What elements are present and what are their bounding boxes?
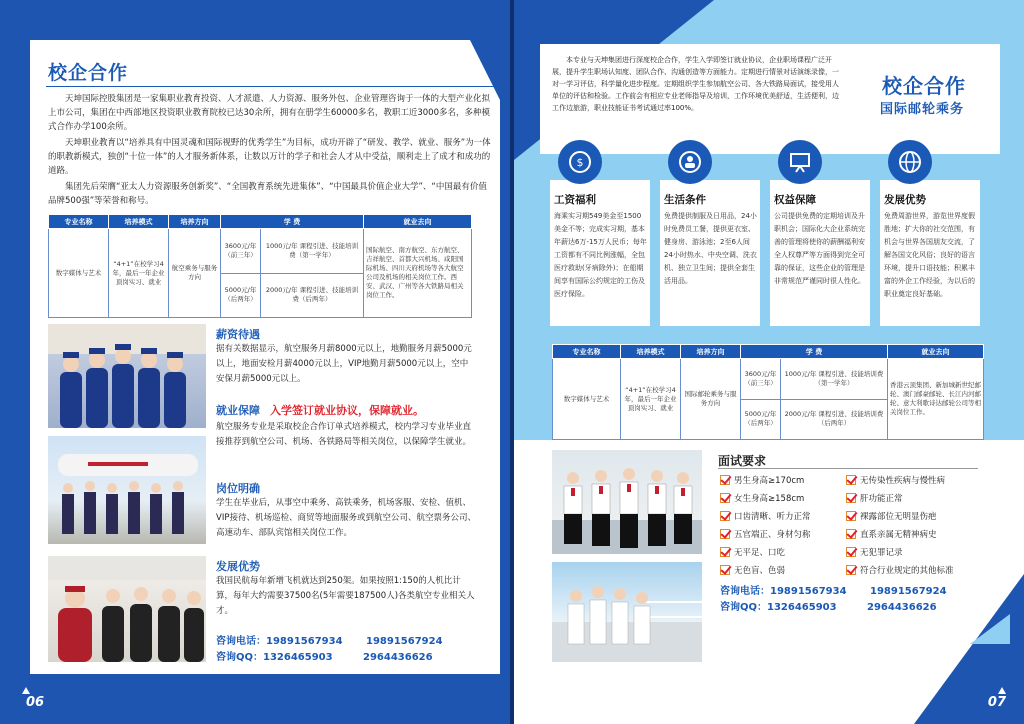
requirement-text: 符合行业规定的其他标准 [860,566,954,576]
title-rule [46,86,494,87]
section-body-guarantee: 航空服务专业是采取校企合作订单式培养模式，校内学习专业毕业直接推荐到航空公司、机场、各铁路局等相关岗位，以保障学生就业。 [216,422,472,447]
contact-block-left [216,634,443,666]
requirement-text: 男生身高≥170cm [734,476,805,486]
card-title: 工资福利 [554,194,596,206]
corner-accent [970,614,1010,644]
phone-label: 咨询电话： [216,636,266,647]
flight-attendants-photo-2 [48,436,206,544]
arrow-up-icon [22,687,30,694]
phone-1: 19891567934 [770,586,847,597]
checkbox-icon [720,529,730,539]
cell-direction: 国际邮轮乘务与服务方向 [681,359,741,440]
card-body: 公司提供免费的定期培训及升职机会；国际化大企业系统完善的管理将使你的薪酬福利安全人权尊严等方面得到完全可靠的保证，这些企业的管理是非常规范严谨同时很人性化。 [774,212,865,285]
header-mode: 培养模式 [621,345,681,359]
requirement-item [720,510,811,522]
checkbox-icon [846,511,856,521]
card-title: 生活条件 [664,194,706,206]
program-table-left [48,214,472,318]
checkbox-icon [846,529,856,539]
life-icon [668,140,712,184]
qq-2: 2964436626 [867,602,937,613]
program-table-right [552,344,984,440]
right-page-subtitle: 国际邮轮乘务 [880,102,965,117]
section-body-advantages: 我国民航每年新增飞机就达到250架。如果按照1:150的人机比计算，每年大约需要37500名(5年需要187500人)各类航空专业相关人才。 [216,576,475,616]
page-number-left: 06 [26,695,45,710]
cell-fee-a: 3600元/年（前三年） [221,229,261,274]
requirement-item [720,564,785,576]
requirement-text: 直系亲属无精神病史 [860,530,937,540]
right-page [514,0,1024,724]
cruise-crew-photo-1 [552,450,702,554]
intro-paragraph-3: 集团先后荣膺“亚太人力资源服务创新奖”、“全国教育系统先进集体”、“中国最具价值企业大学”、“中国最有价值品牌500强”等荣誉和称号。 [48,182,487,206]
requirement-item [720,546,785,558]
requirement-text: 无传染性疾病与慢性病 [860,476,946,486]
checkbox-icon [720,511,730,521]
header-employment: 就业去向 [364,215,472,229]
section-body-positions: 学生在毕业后，从事空中乘务、高铁乘务，机场客服、安检、值机、VIP接待、机场巡检、商贸等地面服务或到航空公司、航空票务公司、高速动车、部队宾馆相关岗位工作。 [216,498,476,538]
intro-paragraph-2: 天坤职业教育以“培养具有中国灵魂和国际视野的优秀学生”为目标，成功开辟了“研发、教学、就业、服务”为一体的职教新模式，独创“十位一体”的人才服务新体系，让数以万计的学子和社会人才从中受益，顺利走上了成才和成功的道路。 [48,138,491,176]
cell-fee-a: 3600元/年（前三年） [741,359,781,400]
header-fee: 学 费 [221,215,364,229]
shield-board-icon [778,140,822,184]
section-title-text: 薪资待遇 [216,328,260,341]
header-fee: 学 费 [741,345,888,359]
globe-icon [888,140,932,184]
qq-1: 1326465903 [767,602,837,613]
phone-2: 19891567924 [870,586,947,597]
card-body: 免费周游世界，游览世界度假胜地；扩大你的社交范围，有机会与世界各国朋友交流，了解各国文化风俗；良好的语言环境，提升口语技能；积累丰富的外企工作经验，为以后的职业奠定良好基础。 [884,212,975,298]
cruise-crew-photo-2 [552,562,702,662]
section-title-text: 就业保障 [216,404,260,417]
checkbox-icon [846,547,856,557]
checkbox-icon [720,493,730,503]
cell-employment: 香港云顶集团、新加城新世纪邮轮、澳门邮豪邮轮、长江内河邮轮、意大利歌诗达邮轮公司等相关岗位工作。 [888,359,984,440]
phone-2: 19891567924 [366,636,443,647]
qq-1: 1326465903 [263,652,333,663]
requirement-item [846,528,937,540]
requirement-text: 裸露部位无明显伤疤 [860,512,937,522]
checkbox-icon [720,547,730,557]
requirement-item [846,510,937,522]
requirement-item [846,564,954,576]
cell-fee-b: 1000元/年 课程引进、技能培训费（第一学年） [261,229,364,274]
flight-attendants-photo-1 [48,324,206,428]
cell-fee-b: 2000元/年 课程引进、技能培训费（后两年） [781,399,888,440]
left-page [0,0,510,724]
requirement-item [720,528,811,540]
header-employment: 就业去向 [888,345,984,359]
cell-major: 数字媒体与艺术 [49,229,109,318]
card-body: 免费提供制服及日用品，24小时免费员工餐，提供更衣室、健身房、游泳池；2至6人间24小时热水、中央空调、洗衣机、独立卫生间；提供全套生活用品。 [664,212,757,285]
card-title: 权益保障 [774,194,816,206]
qq-2: 2964436626 [363,652,433,663]
qq-label: 咨询QQ： [720,602,768,613]
section-title-salary [216,326,260,342]
section-title-advantages [216,558,260,574]
requirement-item [846,546,903,558]
section-title-text: 岗位明确 [216,482,260,495]
right-intro: 本专业与天坤集团进行深度校企合作，学生入学即签订就业协议，企业职场课程广泛开展，提升学生职场认知度、团队合作、沟通创造等方面能力。定期进行情景对话演练录像，一对一学习评估，科学量化进步程度。定期组织学生参加航空公司、各大铁路局面试，接受用人单位的评估和检验。工作前会有相应专业老师指导及培训，工作环境优美舒适，生活便利，边工作边旅游，职业技能证书考试通过率100%。 [552,56,839,112]
cell-fee-a: 5000元/年（后两年） [741,399,781,440]
flight-attendants-photo-3 [48,556,206,662]
right-page-title: 校企合作 [882,74,966,98]
intro-paragraph-1: 天坤国际控股集团是一家集职业教育投资、人才派遣、人力资源、服务外包、企业管理咨询于一体的大型产业化拟上市公司，集团在中西部地区投资职业教育院校已达30余所，拥有在册学生60000多名，教职工近3000多名，多种模式合作办学100余所。 [48,94,491,132]
checkbox-icon [846,565,856,575]
header-mode: 培养模式 [109,215,169,229]
phone-label: 咨询电话： [720,586,770,597]
cell-fee-b: 2000元/年 课程引进、技能培训费（后两年） [261,273,364,318]
checkbox-icon [720,565,730,575]
money-icon [558,140,602,184]
requirement-item [846,474,945,486]
requirement-text: 肝功能正常 [860,494,903,504]
cell-employment: 国际航空、南方航空、东方航空、吉祥航空、首都大兴机场、咸阳国际机场、四川天府机场等各大航空公司及机场的相关岗位工作。西安、武汉、广州等各大铁路局相关岗位工作。 [364,229,472,318]
requirement-text: 五官端正、身材匀称 [734,530,811,540]
phone-1: 19891567934 [266,636,343,647]
requirement-text: 女生身高≥158cm [734,494,805,504]
requirements-title: 面试要求 [718,454,767,468]
header-direction: 培养方向 [169,215,221,229]
checkbox-icon [846,475,856,485]
header-major: 专业名称 [49,215,109,229]
requirement-item [846,492,903,504]
cell-fee-a: 5000元/年（后两年） [221,273,261,318]
contact-block-right [720,584,947,616]
arrow-up-icon [998,687,1006,694]
cell-direction: 航空乘务与服务方向 [169,229,221,318]
section-body-salary: 据有关数据显示，航空服务月薪8000元以上，地勤服务月薪5000元以上，地面安检月薪4000元以上，VIP地勤月薪5000元以上，空中安保月薪5000元以上。 [216,344,472,384]
header-direction: 培养方向 [681,345,741,359]
svg-text:$: $ [576,156,584,169]
requirement-item [720,474,804,486]
section-title-guarantee [216,402,424,418]
cell-major: 数字媒体与艺术 [553,359,621,440]
requirement-item [720,492,804,504]
card-body: 海乘实习期549美金至1500美金不等；完成实习期，基本年薪达6万-15万人民币；每年工资都有不同比例涨幅，全包医疗救助(牙病除外)；在船期间享有国际公约规定的工伤及医疗保险。 [554,212,647,298]
requirement-text: 无平足、口吃 [734,548,786,558]
checkbox-icon [846,493,856,503]
section-title-text: 发展优势 [216,560,260,573]
card-title: 发展优势 [884,194,926,206]
qq-label: 咨询QQ： [216,652,264,663]
cell-mode: “4+1”在校学习4年，最后一年企业顶岗实习、就业 [621,359,681,440]
requirement-text: 无色盲、色弱 [734,566,786,576]
left-page-title: 校企合作 [48,62,129,84]
cell-mode: “4+1”在校学习4年，最后一年企业顶岗实习、就业 [109,229,169,318]
page-number-right: 07 [987,695,1006,710]
section-highlight: 入学签订就业协议，保障就业。 [270,404,424,417]
requirement-text: 无犯罪记录 [860,548,903,558]
header-major: 专业名称 [553,345,621,359]
checkbox-icon [720,475,730,485]
requirements-rule [718,468,978,469]
requirement-text: 口齿清晰、听力正常 [734,512,811,522]
section-title-positions [216,480,260,496]
cell-fee-b: 1000元/年 课程引进、技能培训费（第一学年） [781,359,888,400]
